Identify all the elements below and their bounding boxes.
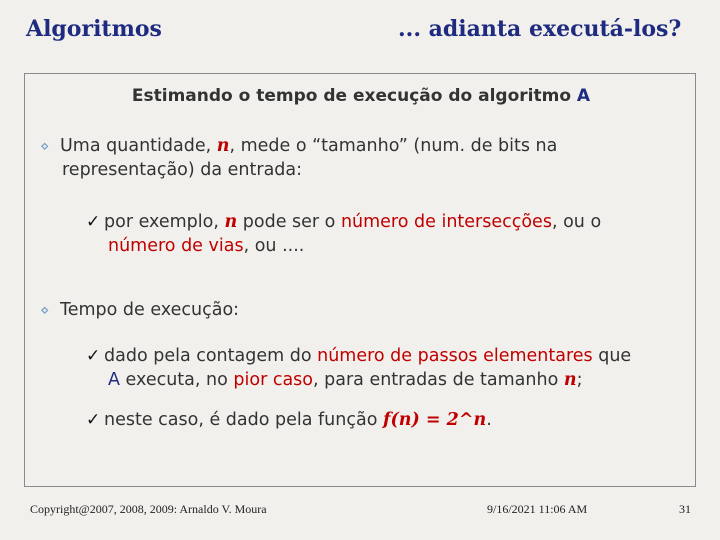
footer-date: 9/16/2021 11:06 AM bbox=[487, 502, 588, 516]
sub2-text-3: executa, no bbox=[119, 370, 234, 390]
checkmark-icon: ✓ bbox=[86, 212, 101, 232]
bullet1-text-2: , mede o “tamanho” (num. de bits na bbox=[229, 136, 558, 156]
bullet-size bbox=[40, 134, 680, 182]
bullet-icon: ⋄ bbox=[40, 301, 50, 319]
sub2-text-4: , para entradas de tamanho bbox=[313, 370, 564, 390]
sub2-text-2: que bbox=[592, 346, 632, 366]
bullet1-n: n bbox=[216, 136, 230, 156]
checkmark-icon: ✓ bbox=[86, 410, 101, 430]
sub-bullet-count bbox=[86, 344, 706, 392]
sub-bullet-function bbox=[86, 408, 706, 432]
bullet-icon: ⋄ bbox=[40, 137, 50, 155]
checkmark-icon: ✓ bbox=[86, 346, 101, 366]
sub1-n: n bbox=[224, 212, 238, 232]
bullet-exec-time bbox=[40, 298, 239, 322]
sub2-n: n bbox=[563, 370, 577, 390]
slide-subtitle bbox=[96, 86, 626, 106]
sub2-highlight-2: pior caso bbox=[233, 370, 313, 390]
formula: f(n) = 2^n bbox=[382, 410, 487, 430]
bullet2-text: Tempo de execução: bbox=[60, 300, 240, 320]
slide-title-left: Algoritmos bbox=[26, 16, 162, 42]
sub1-text-3: , ou o bbox=[551, 212, 602, 232]
sub1-text-2: pode ser o bbox=[237, 212, 341, 232]
bullet1-text-1: Uma quantidade, bbox=[60, 136, 217, 156]
sub1-text-1: por exemplo, bbox=[104, 212, 225, 232]
sub3-text-1: neste caso, é dado pela função bbox=[104, 410, 383, 430]
footer-page-number: 31 bbox=[679, 502, 691, 516]
sub2-text-1: dado pela contagem do bbox=[104, 346, 318, 366]
sub2-highlight-1: número de passos elementares bbox=[317, 346, 593, 366]
sub-bullet-example bbox=[86, 210, 686, 258]
sub1-highlight-2: número de vias bbox=[108, 236, 244, 256]
bullet1-text-3: representação) da entrada: bbox=[62, 160, 303, 180]
sub3-text-2: . bbox=[486, 410, 492, 430]
sub2-algo: A bbox=[108, 370, 120, 390]
footer-divider bbox=[24, 486, 696, 487]
sub2-text-5: ; bbox=[576, 370, 583, 390]
footer-copyright: Copyright@2007, 2008, 2009: Arnaldo V. Moura bbox=[30, 502, 267, 516]
subtitle-text: Estimando o tempo de execução do algoritmo bbox=[131, 86, 577, 106]
sub1-text-4: , ou .... bbox=[243, 236, 305, 256]
subtitle-algo: A bbox=[576, 86, 591, 106]
sub1-highlight-1: número de intersecções bbox=[340, 212, 552, 232]
slide-title-right: ... adianta executá-los? bbox=[398, 16, 682, 42]
